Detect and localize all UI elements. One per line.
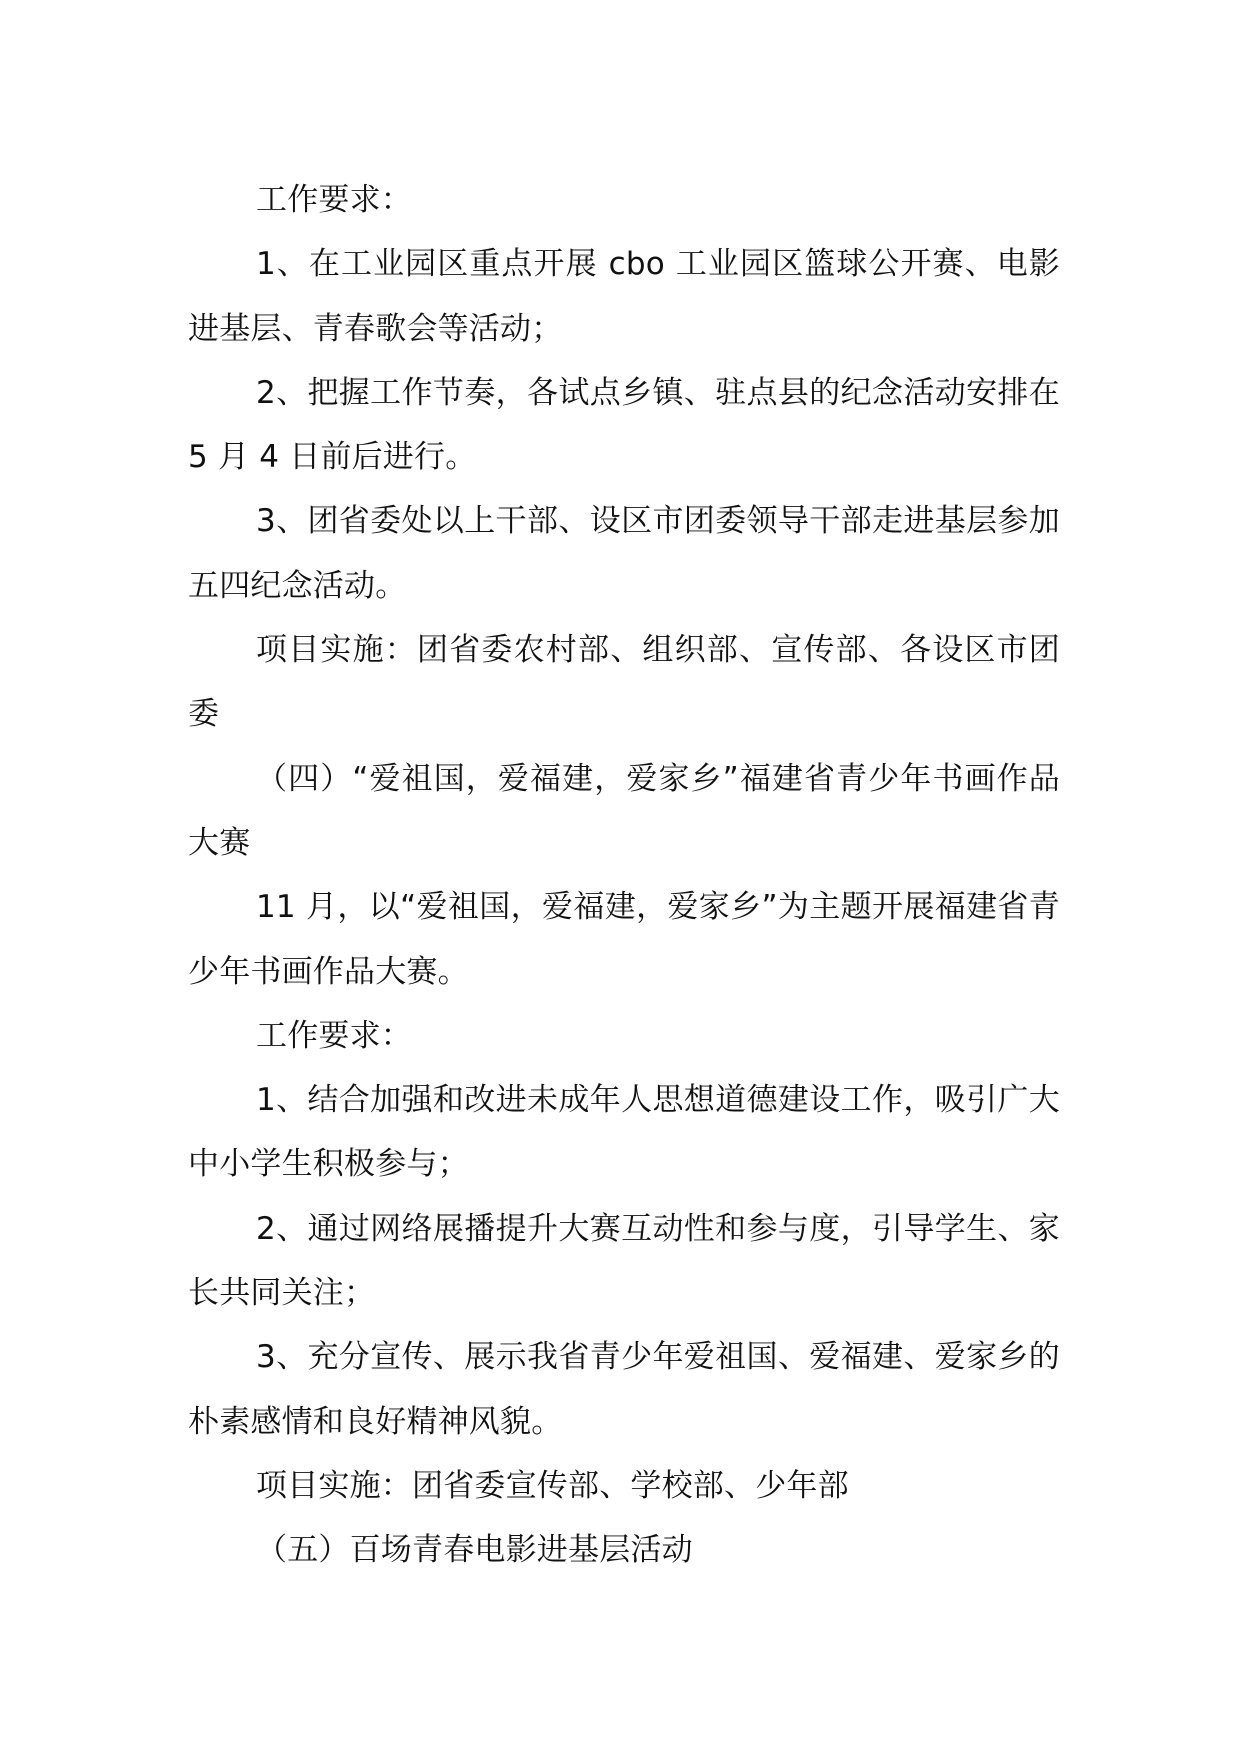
requirement-item-3: 3、充分宣传、展示我省青少年爱祖国、爱福建、爱家乡的朴素感情和良好精神风貌。 bbox=[188, 1339, 1060, 1440]
requirement-item-1: 1、结合加强和改进未成年人思想道德建设工作，吸引广大中小学生积极参与； bbox=[188, 1082, 1060, 1183]
requirement-item-1: 1、在工业园区重点开展 cbo 工业园区篮球公开赛、电影进基层、青春歌会等活动； bbox=[188, 246, 1060, 347]
requirement-item-2: 2、通过网络展播提升大赛互动性和参与度，引导学生、家长共同关注； bbox=[188, 1210, 1060, 1312]
project-implementation: 项目实施：团省委农村部、组织部、宣传部、各设区市团委 bbox=[188, 632, 1060, 733]
requirement-item-2: 2、把握工作节奏，各试点乡镇、驻点县的纪念活动安排在 5 月 4 日前后进行。 bbox=[188, 374, 1060, 476]
document-page bbox=[188, 168, 1060, 1583]
project-implementation: 项目实施：团省委宣传部、学校部、少年部 bbox=[256, 1467, 849, 1504]
heading-work-requirements: 工作要求： bbox=[256, 1017, 412, 1054]
section-heading-5: （五）百场青春电影进基层活动 bbox=[256, 1532, 693, 1569]
section-heading-4: （四）“爱祖国，爱福建，爱家乡”福建省青少年书画作品大赛 bbox=[188, 760, 1060, 861]
heading-work-requirements: 工作要求： bbox=[256, 182, 412, 218]
section-4-description: 11 月，以“爱祖国，爱福建，爱家乡”为主题开展福建省青少年书画作品大赛。 bbox=[188, 889, 1060, 990]
requirement-item-3: 3、团省委处以上干部、设区市团委领导干部走进基层参加五四纪念活动。 bbox=[188, 503, 1060, 604]
